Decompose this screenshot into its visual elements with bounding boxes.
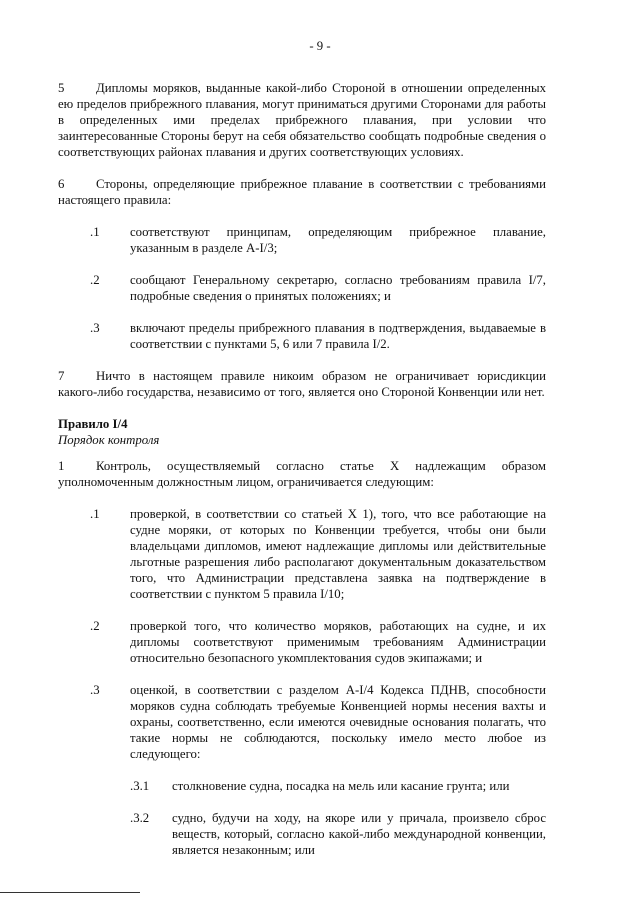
sub-list-item-number: .3.1 [130, 779, 150, 793]
paragraph-number: 1 [58, 459, 65, 473]
list-item-number: .3 [90, 683, 100, 697]
list-item-number: .1 [90, 507, 100, 521]
rule-paragraph-1 [58, 458, 546, 490]
footer-divider [0, 892, 140, 893]
list-item-number: .1 [90, 225, 100, 239]
list-item-text: проверкой, в соответствии со статьей X 1), того, что все работающие на судне моряки, от которых по Конвенции требуется, чтобы они были владельцами дипломов, имеют надлежащие дипломы или действительные льготные разрешения либо располагают документальным доказательством того, что Администрации представлена заявка на подтверждение в соответствии с пунктом 5 правила I/10; [130, 507, 546, 601]
sub-list-item-text: судно, будучи на ходу, на якоре или у причала, произвело сброс веществ, который, согласно какой-либо международной конвенции, является незаконным; или [172, 811, 546, 857]
list-item-text: сообщают Генеральному секретарю, согласно требованиям правила I/7, подробные сведения о принятых положениях; и [130, 273, 546, 303]
list-item-number: .2 [90, 619, 100, 633]
page-number: - 9 - [309, 39, 331, 53]
sub-list-item-number: .3.2 [130, 811, 150, 825]
list-item-number: .3 [90, 321, 100, 335]
paragraph-number: 7 [58, 369, 65, 383]
paragraph-text: Ничто в настоящем правиле никоим образом не ограничивает юрисдикции какого-либо государства, независимо от того, является оно Стороной Конвенции или нет. [58, 369, 546, 399]
list-item-number: .2 [90, 273, 100, 287]
list-item-text: включают пределы прибрежного плавания в подтверждения, выдаваемые в соответствии с пунктами 5, 6 или 7 правила I/2. [130, 321, 546, 351]
paragraph-text: Стороны, определяющие прибрежное плавание в соответствии с требованиями настоящего правила: [58, 177, 546, 207]
list-item [58, 506, 546, 602]
list-item [58, 272, 546, 304]
sub-list-item-text: столкновение судна, посадка на мель или касание грунта; или [172, 779, 510, 793]
sub-list-item [58, 778, 546, 794]
list-item [58, 618, 546, 666]
rule-subtitle: Порядок контроля [58, 433, 160, 447]
sub-list-item [58, 810, 546, 858]
list-item [58, 224, 546, 256]
paragraph-text: Контроль, осуществляемый согласно статье X надлежащим образом уполномоченным должностным лицом, ограничивается следующим: [58, 459, 546, 489]
document-body [58, 80, 546, 874]
paragraph-7 [58, 368, 546, 400]
rule-paragraph-1-list [58, 506, 546, 858]
paragraph-number: 6 [58, 177, 65, 191]
rule-title: Правило I/4 [58, 417, 128, 431]
list-item-text: оценкой, в соответствии с разделом A-I/4 Кодекса ПДНВ, способности моряков судна соблюдать требуемые Конвенцией нормы несения вахты и охраны, соответственно, если имеются очевидные основания полагать, что такие нормы не соблюдаются, поскольку имело место любое из следующего: [130, 683, 546, 761]
paragraph-6 [58, 176, 546, 208]
paragraph-6-list [58, 224, 546, 352]
list-item [58, 320, 546, 352]
paragraph-number: 5 [58, 81, 65, 95]
paragraph-5 [58, 80, 546, 160]
list-item-text: проверкой того, что количество моряков, работающих на судне, и их дипломы соответствуют применимым требованиям Администрации относительно безопасного укомплектования судов экипажами; и [130, 619, 546, 665]
paragraph-text: Дипломы моряков, выданные какой-либо Стороной в отношении определенных ею пределов прибрежного плавания, могут приниматься другими Сторонами для работы в определенных ими пределах прибрежного плавания, при условии что заинтересованные Стороны берут на себя обязательство сообщать подробные сведения о соответствующих районах плавания и других соответствующих условиях. [58, 81, 546, 159]
list-item-text: соответствуют принципам, определяющим прибрежное плавание, указанным в разделе A-I/3; [130, 225, 546, 255]
list-item [58, 682, 546, 762]
